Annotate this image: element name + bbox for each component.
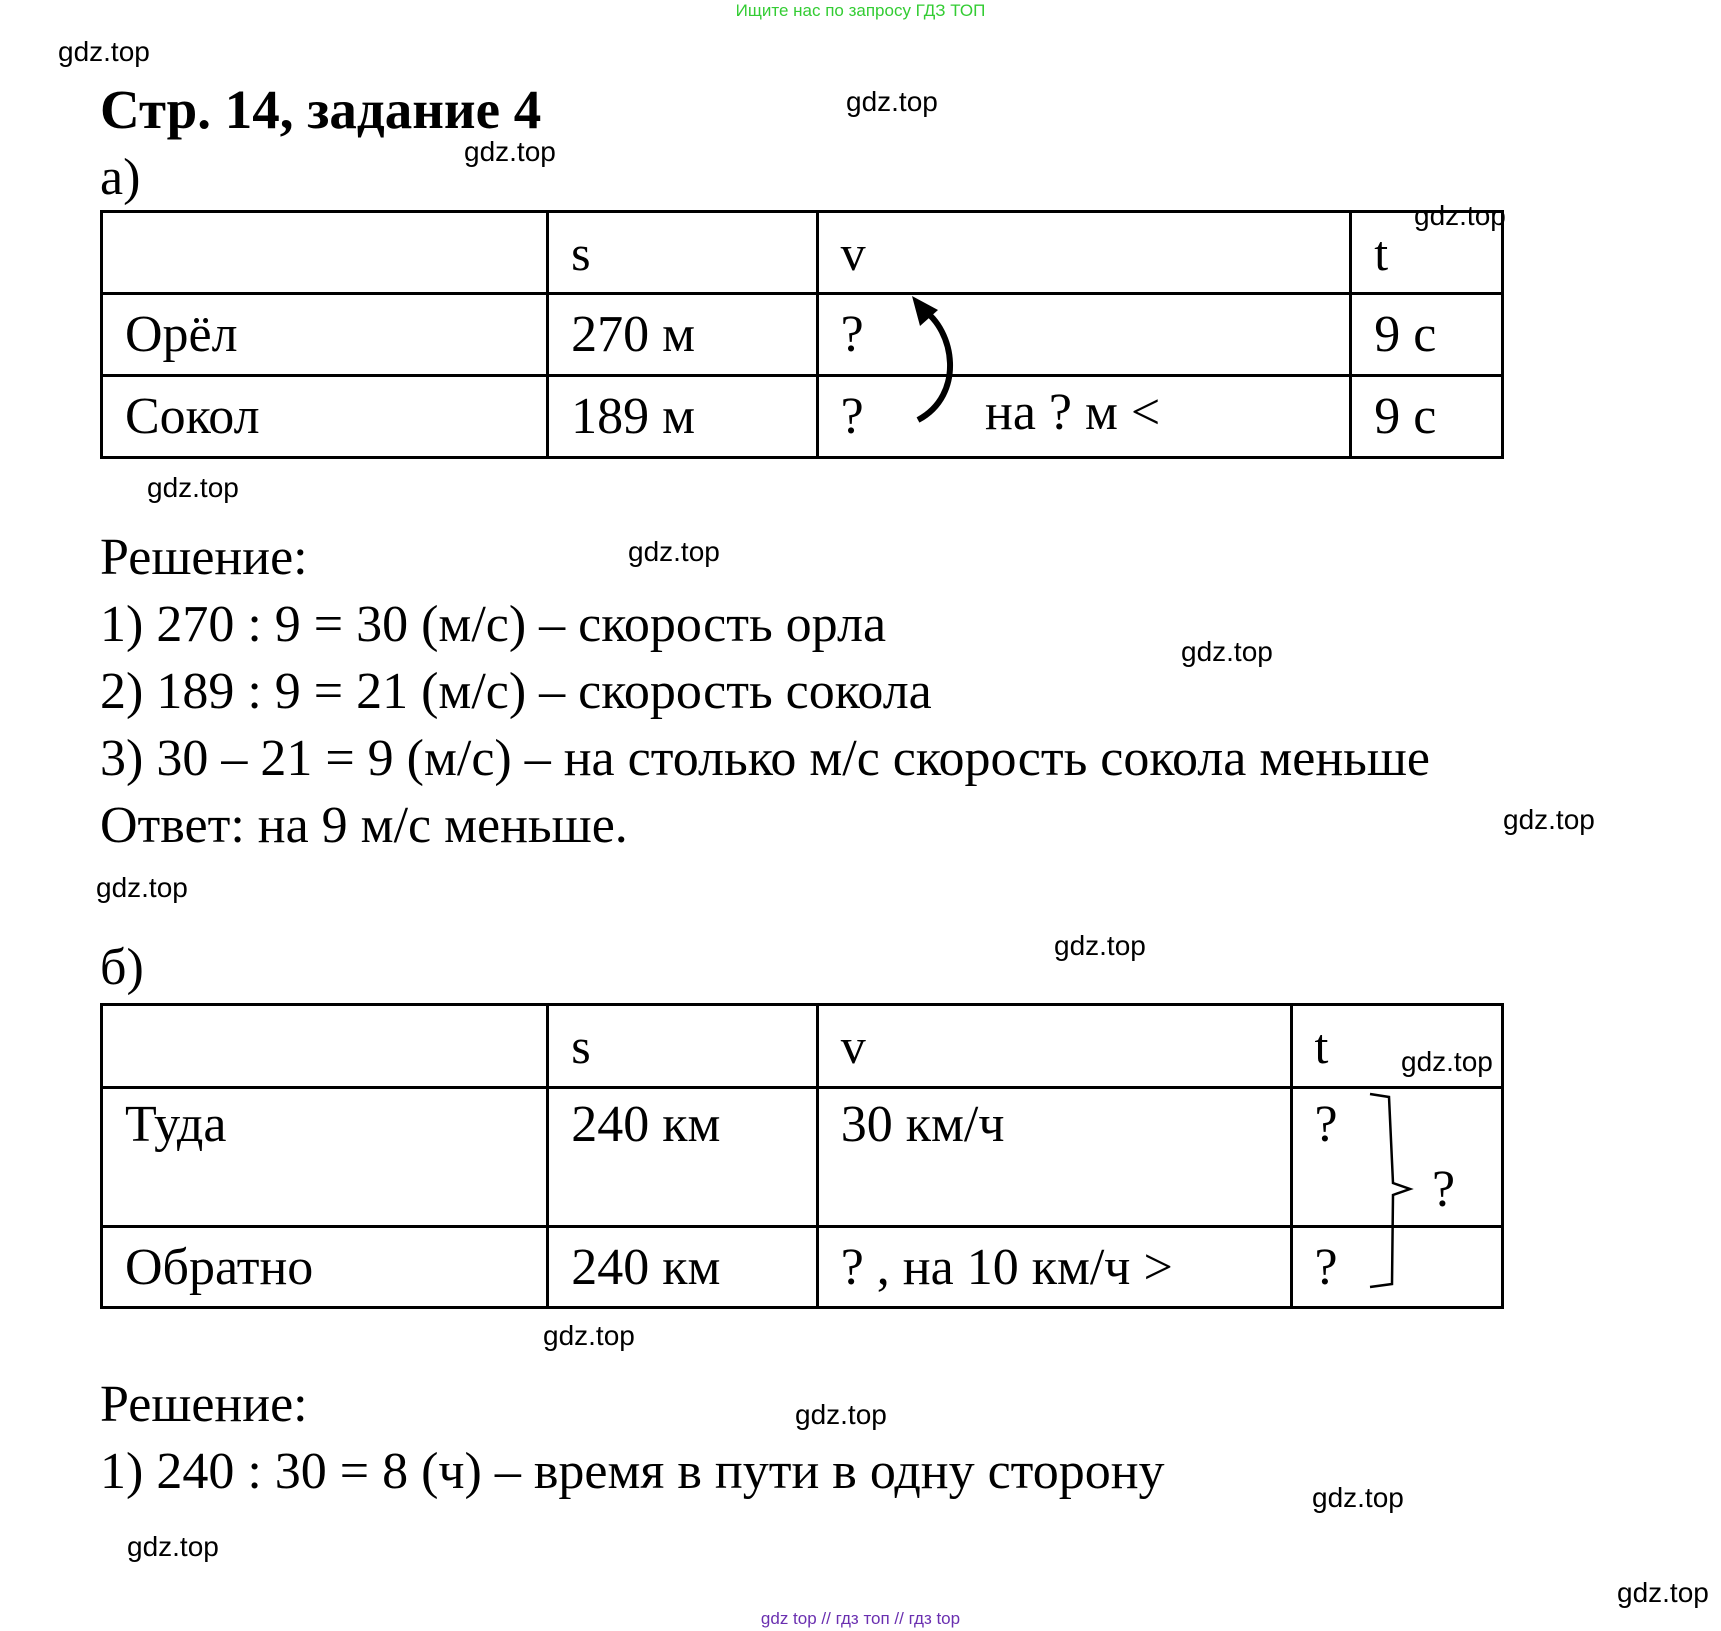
watermark: gdz.top — [795, 1399, 887, 1430]
watermark: gdz.top — [1401, 1046, 1493, 1077]
header-cell-s: s — [548, 1005, 817, 1088]
table-cell: 9 с — [1351, 294, 1503, 376]
table-cell: 9 с — [1351, 376, 1503, 458]
table-cell: 240 км — [548, 1088, 817, 1227]
header-cell-v: v — [817, 1005, 1291, 1088]
watermark: gdz.top — [96, 872, 188, 903]
watermark: gdz.top — [1617, 1577, 1709, 1608]
solution-step: 1) 240 : 30 = 8 (ч) – время в пути в одну сторону — [100, 1443, 1165, 1500]
table-cell: Сокол — [102, 376, 548, 458]
watermark: gdz.top — [628, 536, 720, 567]
watermark: gdz.top — [1312, 1482, 1404, 1513]
table-cell: 270 м — [548, 294, 818, 376]
table-cell: 189 м — [548, 376, 818, 458]
header-cell-t: t — [1351, 212, 1503, 294]
watermark: gdz.top — [464, 136, 556, 167]
part-b-label: б) — [100, 939, 144, 996]
watermark: gdz.top — [147, 472, 239, 503]
table-cell: ? — [1291, 1088, 1503, 1227]
watermark: gdz.top — [543, 1320, 635, 1351]
page-title: Стр. 14, задание 4 — [100, 79, 542, 140]
watermark: gdz.top — [846, 86, 938, 117]
bottom-banner: gdz top // гдз топ // гдз top — [760, 1609, 961, 1628]
table-cell: ? — [1291, 1227, 1503, 1308]
watermark: gdz.top — [1181, 636, 1273, 667]
table-cell: Туда — [102, 1088, 548, 1227]
solution-step: 2) 189 : 9 = 21 (м/с) – скорость сокола — [100, 663, 932, 720]
header-cell-t: t — [1291, 1005, 1503, 1088]
top-banner: Ищите нас по запросу ГДЗ ТОП — [735, 1, 986, 20]
solution-step: 3) 30 – 21 = 9 (м/с) – на столько м/с скорость сокола меньше — [100, 730, 1430, 787]
table-cell: ? , на 10 км/ч > — [817, 1227, 1291, 1308]
watermark: gdz.top — [127, 1531, 219, 1562]
part-a-label: а) — [100, 149, 141, 206]
watermark: gdz.top — [1414, 200, 1506, 231]
brace-total: ? — [1432, 1161, 1456, 1218]
watermark: gdz.top — [1503, 804, 1595, 835]
solution-step: 1) 270 : 9 = 30 (м/с) – скорость орла — [100, 596, 887, 653]
table-cell: 30 км/ч — [817, 1088, 1291, 1227]
table-cell: Обратно — [102, 1227, 548, 1308]
answer: Ответ: на 9 м/с меньше. — [100, 797, 628, 854]
watermark: gdz.top — [58, 36, 150, 67]
header-cell-s: s — [548, 212, 818, 294]
solution-title: Решение: — [100, 529, 308, 586]
table-cell: Орёл — [102, 294, 548, 376]
header-cell-v: v — [817, 212, 1351, 294]
table-cell: 240 км — [548, 1227, 817, 1308]
table-cell: ? — [817, 376, 1351, 458]
table-cell: ? — [817, 294, 1351, 376]
comparison-note: на ? м < — [985, 384, 1161, 441]
solution-title: Решение: — [100, 1376, 308, 1433]
watermark: gdz.top — [1054, 930, 1146, 961]
